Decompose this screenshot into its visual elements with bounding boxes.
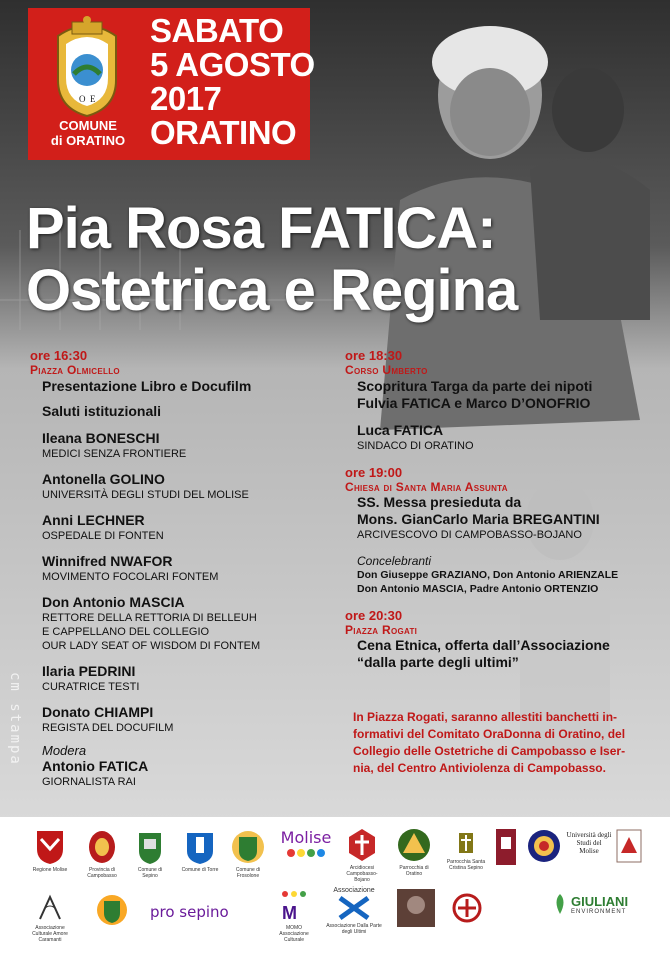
logo-photo-child [396, 889, 436, 929]
block3-line-2: “dalla parte degli ultimi” [357, 654, 519, 670]
logo-label: Comune di Torre [181, 867, 219, 873]
assoc-top-label: Associazione [333, 887, 375, 894]
logo-label: Provincia di Campobasso [87, 867, 117, 879]
speaker-role: ARCIVESCOVO DI CAMPOBASSO-BOJANO [357, 529, 582, 541]
giuliani-line-1: GIULIANI [571, 893, 629, 909]
event-date-block [150, 14, 315, 150]
speaker-role: RETTORE DELLA RETTORIA DI BELLEUH [42, 612, 257, 624]
block3-details [357, 637, 645, 671]
speaker-name: Anni LECHNER [42, 512, 145, 528]
block3-line-1: Cena Etnica, offerta dall’Associazione [357, 637, 610, 653]
speaker-role: UNIVERSITÀ DEGLI STUDI DEL MOLISE [42, 489, 249, 501]
logo-label: Parrocchia di Oratino [399, 865, 429, 877]
title-line-1: Pia Rosa FATICA: [26, 196, 496, 261]
logo-collegio-ostetriche [452, 893, 544, 925]
speaker-role: REGISTA DEL DOCUFILM [42, 722, 174, 734]
block2-line-2: Mons. GianCarlo Maria BREGANTINI [357, 511, 600, 527]
giuliani-wordmark [571, 895, 628, 916]
logo-sepino [130, 829, 170, 879]
speaker-name: Antonella GOLINO [42, 471, 165, 487]
svg-text:O: O [79, 94, 86, 104]
logo-institution-3 [614, 829, 644, 865]
logo-label: MOMO Associazione Culturale [279, 925, 309, 943]
svg-text:E: E [90, 94, 96, 104]
place-olmicello: Piazza Olmicello [30, 363, 120, 377]
note-line-4: nia, del Centro Antiviolenza di Campobasso. [353, 761, 606, 775]
speaker-name: Ilaria PEDRINI [42, 663, 136, 679]
logo-label: Associazione Dalla Parte degli Ultimi [326, 923, 382, 935]
moderator-label: Modera [42, 743, 87, 758]
logo-amore-caramanti [30, 893, 70, 943]
logo-institution-1 [494, 829, 518, 867]
logo-label: Parrocchia Santa Cristina Sepino [446, 859, 486, 871]
time-2030: ore 20:30 [345, 608, 403, 623]
item-saluti: Saluti istituzionali [42, 403, 162, 419]
concelebranti-line-2: Don Antonio MASCIA, Padre Antonio ORTENZIO [357, 583, 599, 595]
title-line-2: Ostetrica e Regina [26, 258, 518, 323]
printer-brand [6, 665, 24, 805]
speaker-name: Winnifred NWAFOR [42, 553, 173, 569]
logo-dalla-parte-ultimi [326, 887, 382, 935]
logo-momo [274, 889, 314, 943]
speaker-name: Don Antonio MASCIA [42, 594, 185, 610]
logo-label: Associazione Culturale Amore Caramanti [32, 925, 68, 943]
logo-torre [180, 829, 220, 873]
speaker-name: Donato CHIAMPI [42, 704, 154, 720]
speaker-role: SINDACO DI ORATINO [357, 440, 474, 452]
logo-regione-molise [30, 829, 70, 873]
moderator-name: Antonio FATICA [42, 758, 149, 774]
logo-molise [280, 829, 332, 861]
logo-crest-yellow [94, 893, 130, 929]
logo-giuliani [552, 893, 638, 917]
logo-parrocchia-sepino [444, 829, 488, 871]
logo-pro-sepino [150, 903, 260, 921]
comune-crest-icon [50, 16, 124, 118]
logo-label: Arcidiocesi Campobasso-Bojano [346, 865, 378, 883]
comune-line-1: COMUNE [59, 118, 117, 133]
speaker-name: Ileana BONESCHI [42, 430, 160, 446]
note-line-3: Collegio delle Ostetriche di Campobasso e Iser- [353, 744, 626, 758]
note-line-1: In Piazza Rogati, saranno allestiti banchetti in- [353, 710, 618, 724]
logo-label: Università degli Studi del Molise [566, 831, 612, 855]
info-note [353, 709, 645, 777]
speaker-role: MOVIMENTO FOCOLARI FONTEM [42, 571, 219, 583]
concelebranti-line-1: Don Giuseppe GRAZIANO, Don Antonio ARIENZALE [357, 569, 619, 581]
pro-sepino-wordmark: pro sepino [150, 903, 229, 921]
logo-unimol [566, 831, 612, 855]
comune-label [44, 118, 132, 148]
logo-provincia [82, 829, 122, 879]
sponsor-logos [0, 817, 670, 960]
logo-label: Comune di Sepino [137, 867, 163, 879]
logo-label: Comune di Frosolone [235, 867, 261, 879]
printer-brand-text: cm stampa [7, 672, 23, 766]
time-1900: ore 19:00 [345, 465, 403, 480]
item-presentazione: Presentazione Libro e Docufilm [42, 378, 252, 394]
poster-title [26, 198, 517, 322]
logo-label: Regione Molise [32, 867, 68, 873]
svg-text:M: M [282, 903, 297, 923]
comune-line-2: di ORATINO [50, 133, 126, 148]
time-1630: ore 16:30 [30, 348, 88, 363]
logo-parrocchia-oratino [392, 827, 436, 877]
molise-wordmark: Molise [280, 828, 332, 847]
logo-institution-2 [524, 829, 564, 865]
speaker-role: OUR LADY SEAT OF WISDOM DI FONTEM [42, 640, 261, 652]
date-line-2: 5 AGOSTO [150, 46, 315, 83]
place-rogati: Piazza Rogati [345, 623, 418, 637]
speaker-role: CURATRICE TESTI [42, 681, 140, 693]
speaker-name: Luca FATICA [357, 422, 444, 438]
place-chiesa: Chiesa di Santa Maria Assunta [345, 480, 508, 494]
note-line-2: formativi del Comitato OraDonna di Oratino, del [353, 727, 626, 741]
block1-line-2: Fulvia FATICA e Marco D’ONOFRIO [357, 395, 591, 411]
date-line-3: 2017 [150, 80, 222, 117]
block2-line-1: SS. Messa presieduta da [357, 494, 522, 510]
right-program [345, 348, 645, 777]
block1-line-1: Scopritura Targa da parte dei nipoti [357, 378, 593, 394]
moderator-role: GIORNALISTA RAI [42, 776, 136, 788]
left-program [30, 348, 340, 789]
speaker-role: E CAPPELLANO DEL COLLEGIO [42, 626, 210, 638]
date-line-4: ORATINO [150, 114, 297, 151]
giuliani-line-2: ENVIRONMENT [571, 908, 627, 915]
place-corso-umberto: Corso Umberto [345, 363, 428, 377]
time-1830: ore 18:30 [345, 348, 403, 363]
block2-details [357, 494, 645, 596]
date-line-1: SABATO [150, 12, 284, 49]
block1-details [357, 378, 645, 453]
speaker-role: MEDICI SENZA FRONTIERE [42, 448, 187, 460]
concelebranti-label: Concelebranti [357, 554, 432, 568]
speaker-role: OSPEDALE DI FONTEN [42, 530, 164, 542]
logo-frosolone [228, 829, 268, 879]
program-list [42, 378, 340, 789]
logo-arcidiocesi [342, 827, 382, 883]
